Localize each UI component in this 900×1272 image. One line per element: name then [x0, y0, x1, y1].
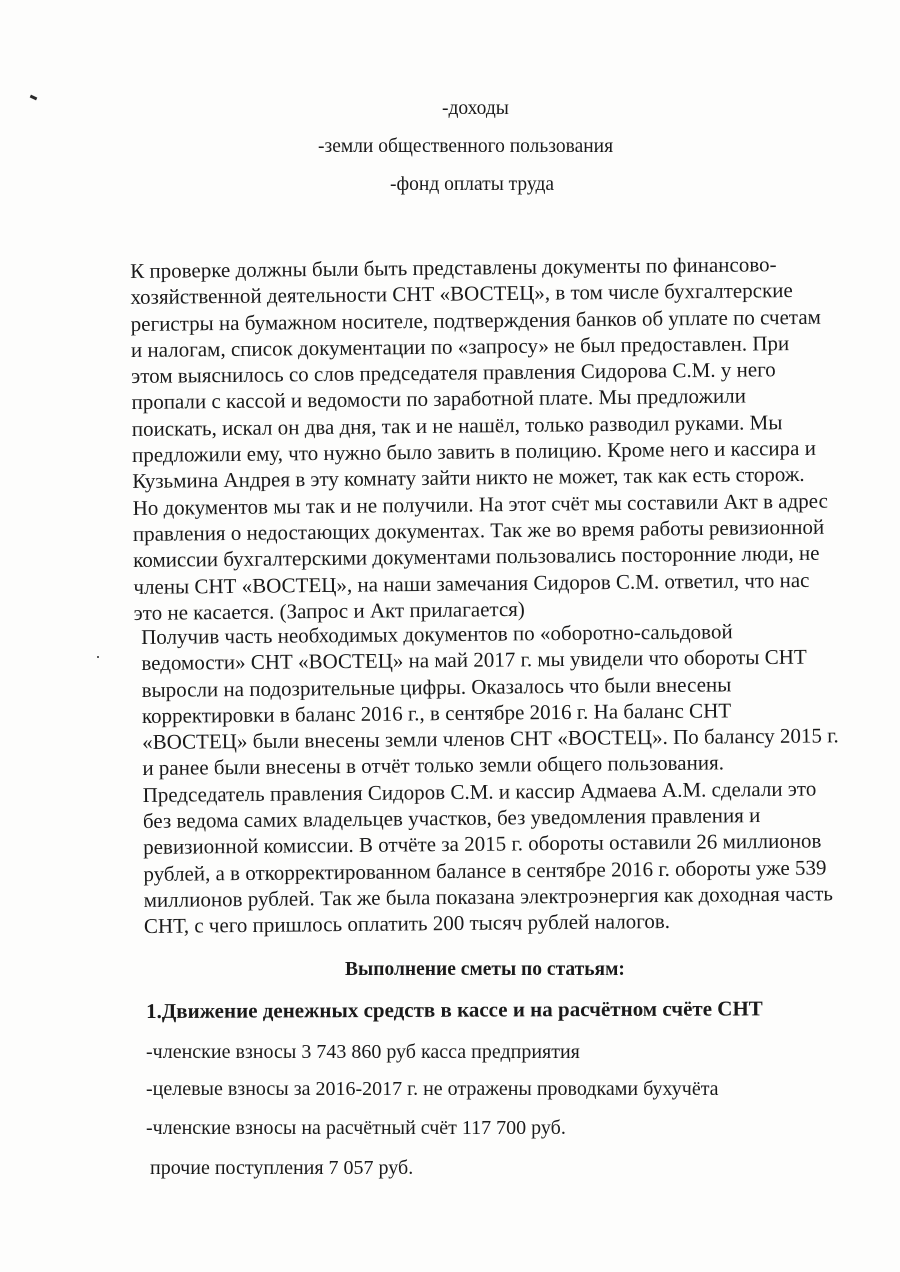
text-line: и налогам, список документации по «запросу» не был предоставлен. При	[130, 330, 790, 362]
text-line: члены СНТ «ВОСТЕЦ», на наши замечания Сидоров С.М. ответил, что нас	[133, 567, 810, 599]
text-line: правления о недостающих документах. Так же во время работы ревизионной	[132, 514, 825, 546]
text-line: Кузьмина Андрея в эту комнату зайти никто не может, так как есть сторож.	[132, 462, 805, 494]
scan-dot-mark	[97, 656, 99, 658]
header-item-payroll-fund: -фонд оплаты труда	[390, 174, 555, 195]
text-line: выросли на подозрительные цифры. Оказалось что были внесены	[141, 671, 732, 702]
text-line: ревизионной комиссии. В отчёте за 2015 г. обороты оставили 26 миллионов	[143, 828, 822, 860]
text-line: и ранее были внесены в отчёт только земли общего пользования.	[142, 750, 725, 781]
list-item-membership-fees-account: -членские взносы на расчётный счёт 117 700 руб.	[146, 1117, 566, 1139]
text-line: хозяйственной деятельности СНТ «ВОСТЕЦ», в том числе бухгалтерские	[130, 278, 793, 310]
text-line: поискать, искал он два дня, так и не нашёл, только разводил руками. Мы	[131, 409, 783, 441]
header-item-common-land: -земли общественного пользования	[318, 136, 614, 157]
paragraph-inspection-documents	[130, 251, 829, 626]
text-line: Получив часть необходимых документов по «оборотно-сальдовой	[141, 619, 733, 649]
list-item-target-fees: -целевые взносы за 2016-2017 г. не отражены проводками бухучёта	[146, 1078, 719, 1100]
text-line: миллионов рублей. Так же была показана электроэнергия как доходная часть	[143, 881, 834, 912]
header-item-income: -доходы	[442, 98, 509, 119]
text-line: комиссии бухгалтерскими документами пользовались посторонние люди, не	[133, 541, 820, 573]
text-line: Председатель правления Сидоров С.М. и кассир Адмаева А.М. сделали это	[142, 776, 817, 807]
list-item-membership-fees-cash: -членские взносы 3 743 860 руб касса предприятия	[146, 1041, 580, 1063]
text-line: это не касается. (Запрос и Акт прилагается)	[133, 596, 525, 625]
text-line: пропали с кассой и ведомости по заработной плате. Мы предложили	[131, 384, 747, 415]
text-line: предложили ему, что нужно было завить в полицию. Кроме него и кассира и	[131, 435, 817, 468]
text-line: этом выяснилось со слов председателя правления Сидорова С.М. у него	[131, 357, 776, 389]
text-line: «ВОСТЕЦ» были внесены земли членов СНТ «ВОСТЕЦ». По балансу 2015 г.	[142, 723, 839, 755]
text-line: корректировки в баланс 2016 г., в сентябре 2016 г. На баланс СНТ	[141, 698, 732, 728]
list-item-other-income: прочие поступления 7 057 руб.	[150, 1157, 414, 1179]
text-line: Но документов мы так и не получили. На этот счёт мы составили Акт в адрес	[132, 488, 829, 520]
section-1-title: 1.Движение денежных средств в кассе и на расчётном счёте СНТ	[146, 996, 763, 1023]
text-line: К проверке должны были быть представлены документы по финансово-	[130, 252, 777, 283]
text-line: ведомости» СНТ «ВОСТЕЦ» на май 2017 г. мы увидели что обороты СНТ	[141, 644, 807, 676]
paragraph-balance-turnover	[141, 617, 841, 939]
text-line: рублей, а в откорректированном балансе в сентябре 2016 г. обороты уже 539	[143, 855, 827, 886]
text-line: СНТ, с чего пришлось оплатить 200 тысяч рублей налогов.	[143, 909, 671, 939]
text-line: без ведома самих владельцев участков, без уведомления правления и	[142, 803, 761, 834]
text-line: регистры на бумажном носителе, подтверждения банков об уплате по счетам	[130, 304, 822, 336]
scan-speck-mark	[30, 95, 38, 101]
estimate-heading: Выполнение сметы по статьям:	[345, 959, 625, 980]
